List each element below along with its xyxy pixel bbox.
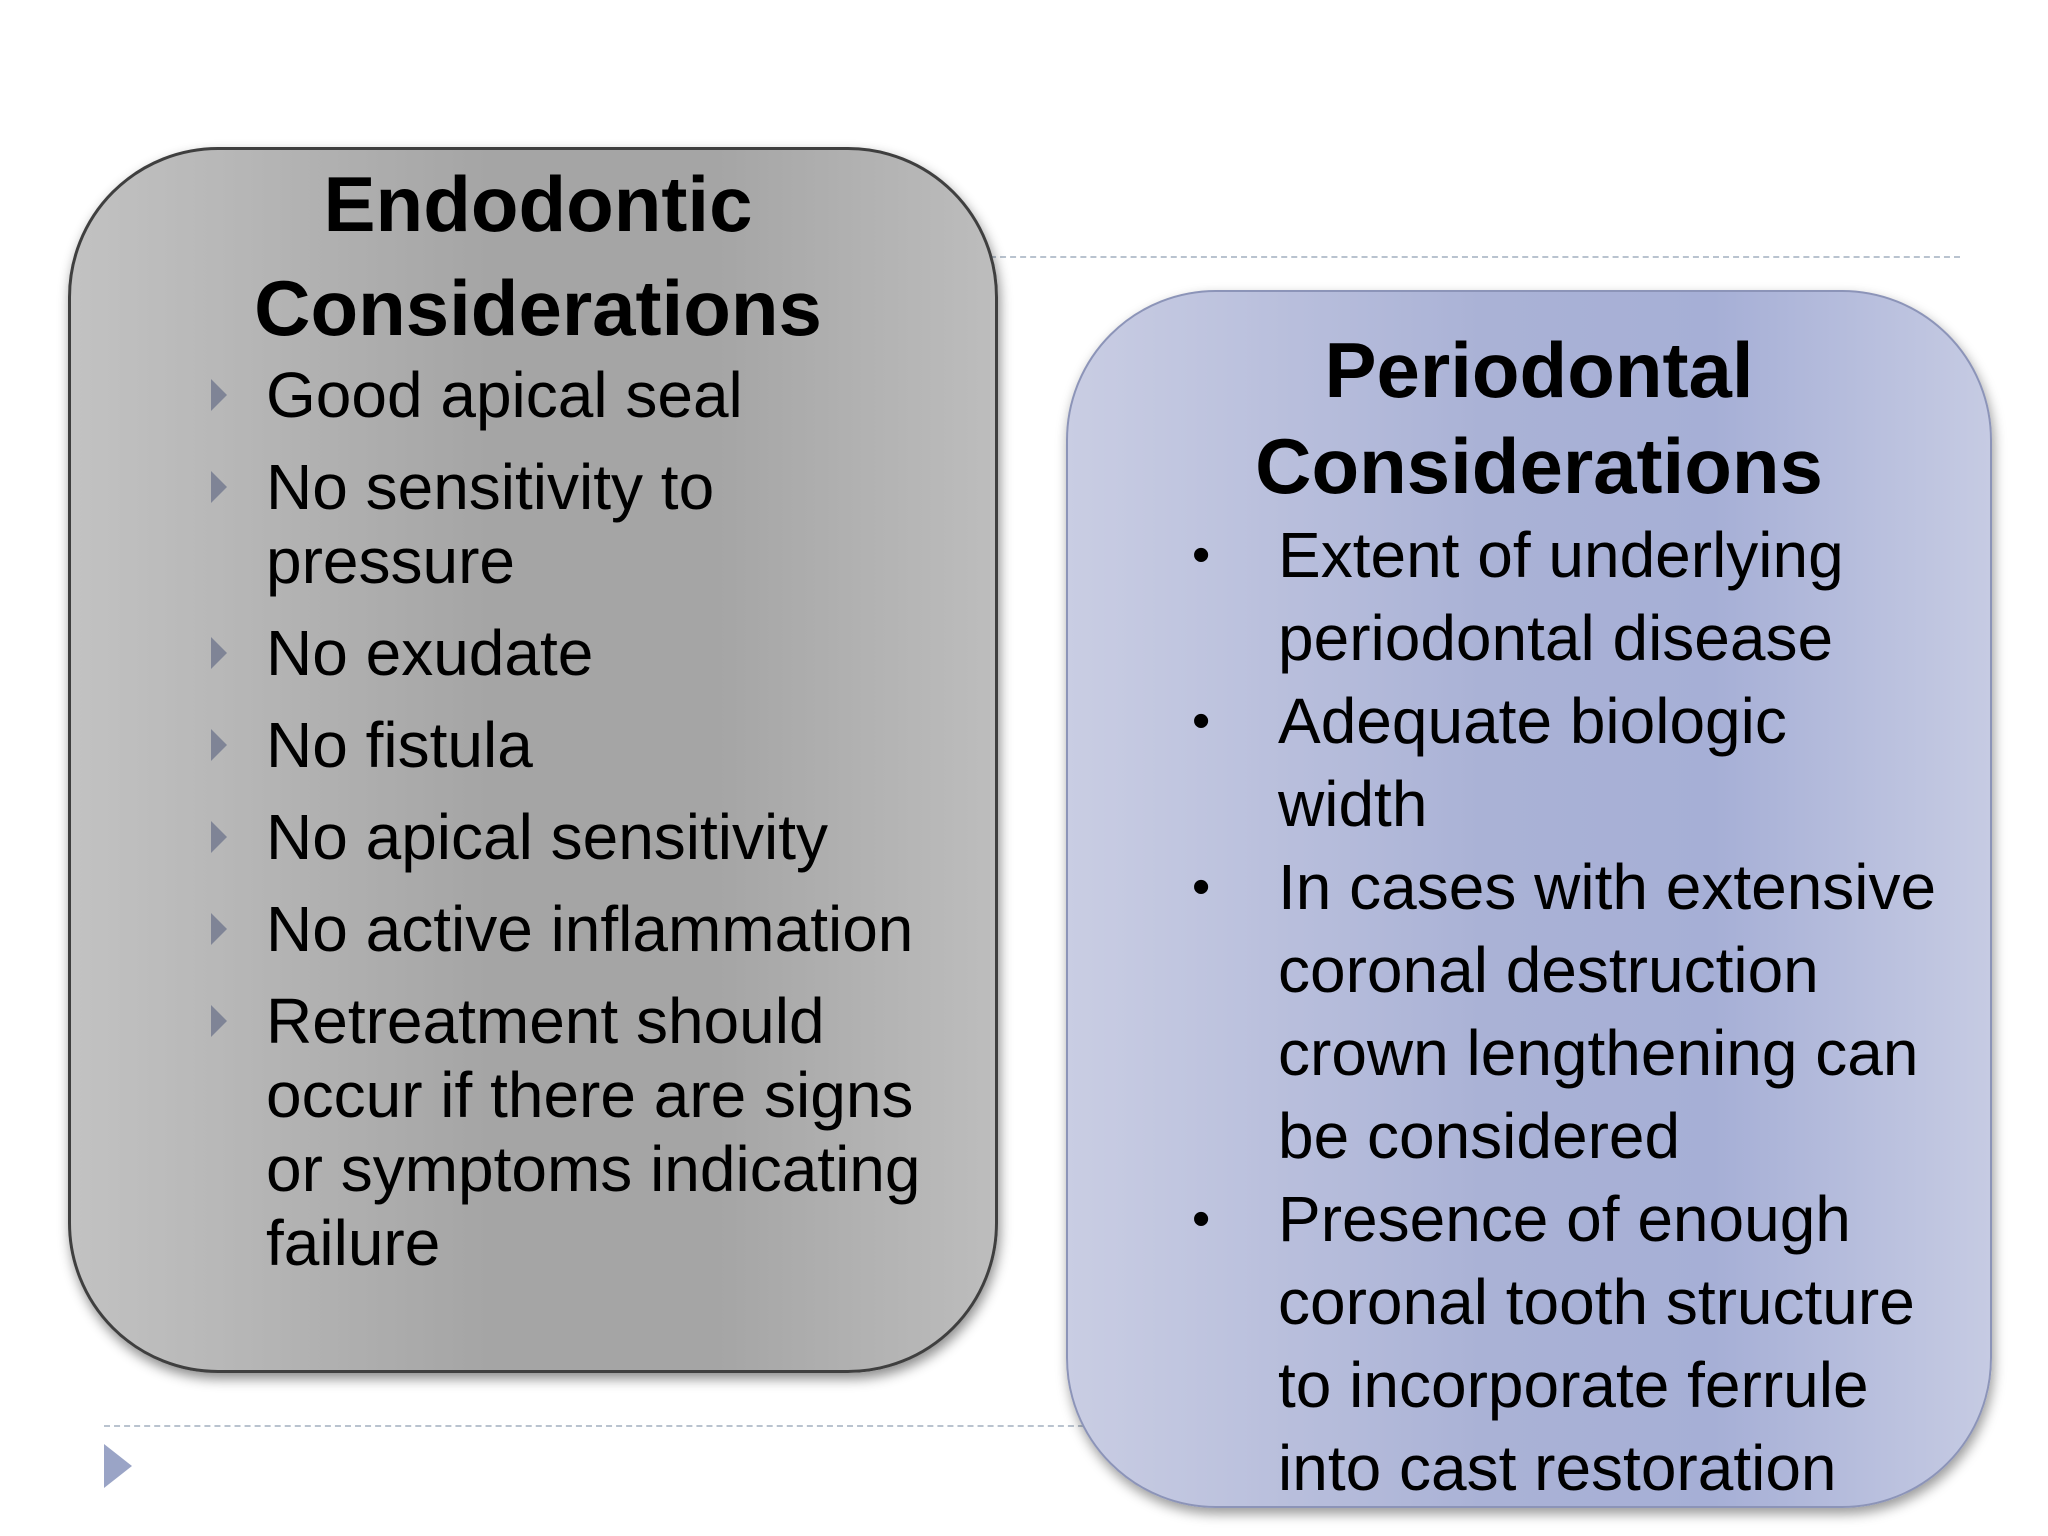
endodontic-item [141,708,935,782]
dot-bullet-icon: • [1192,526,1211,584]
endodontic-item-text: No exudate [266,617,594,689]
endodontic-item-text: No active inflammation [266,893,914,965]
endodontic-list [141,358,935,1280]
endodontic-item-text: Retreatment should occur if there are signs or symptoms indicating failure [266,985,921,1279]
periodontal-item-text: Adequate biologic width [1278,685,1787,840]
endodontic-item [141,358,935,432]
periodontal-item [1128,846,1950,1178]
periodontal-item-text: Extent of underlying periodontal disease [1278,519,1844,674]
arrow-bullet-icon [211,729,227,761]
arrow-bullet-icon [211,471,227,503]
periodontal-item [1128,680,1950,846]
dot-bullet-icon: • [1192,692,1211,750]
periodontal-item [1128,1178,1950,1510]
dot-bullet-icon: • [1192,858,1211,916]
periodontal-item-text: In cases with extensive coronal destruction crown lengthening can be considered [1278,851,1937,1172]
periodontal-list [1128,514,1950,1510]
dashed-divider-bottom [104,1425,1094,1427]
periodontal-heading-line2: Considerations [1255,422,1823,510]
arrow-bullet-icon [211,637,227,669]
endodontic-item-text: No fistula [266,709,533,781]
endodontic-item [141,984,935,1280]
endodontic-item [141,450,935,598]
dashed-divider-top [990,256,1960,258]
arrow-bullet-icon [211,379,227,411]
periodontal-item-text: Presence of enough coronal tooth structure to incorporate ferrule into cast restoration [1278,1183,1915,1504]
periodontal-box [1066,290,1992,1508]
endodontic-item-text: No sensitivity to pressure [266,451,715,597]
endodontic-item [141,616,935,690]
arrow-bullet-icon [211,821,227,853]
endodontic-heading-line1: Endodontic [323,160,753,248]
dot-bullet-icon: • [1192,1190,1211,1248]
endodontic-item [141,800,935,874]
endodontic-item [141,892,935,966]
endodontic-box [68,147,998,1373]
endodontic-heading-line2: Considerations [254,264,822,352]
slide-corner-arrow-icon [104,1444,132,1488]
periodontal-heading-line1: Periodontal [1324,326,1754,414]
endodontic-item-text: Good apical seal [266,359,743,431]
arrow-bullet-icon [211,1005,227,1037]
endodontic-item-text: No apical sensitivity [266,801,828,873]
periodontal-item [1128,514,1950,680]
periodontal-heading [1128,322,1950,514]
arrow-bullet-icon [211,913,227,945]
endodontic-heading [141,152,935,360]
